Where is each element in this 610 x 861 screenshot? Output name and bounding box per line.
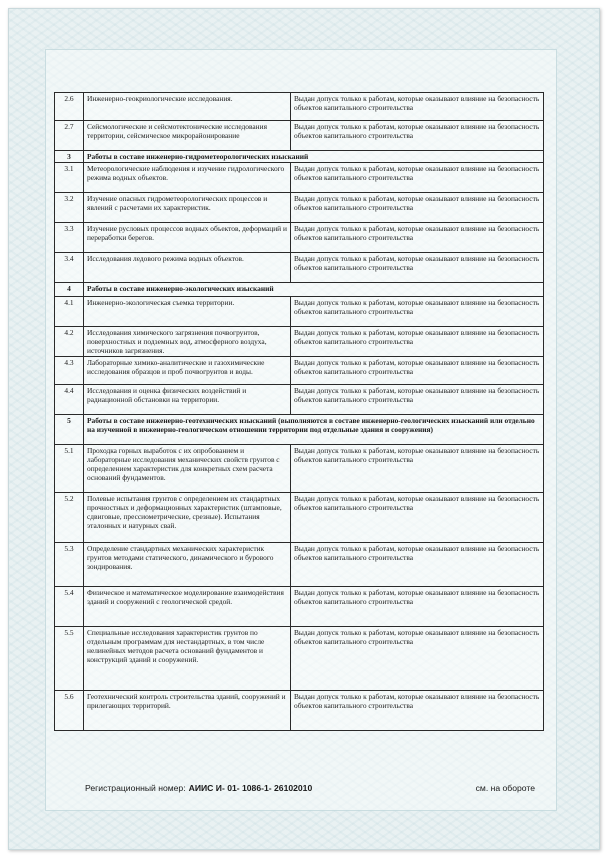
work-type: Геотехнический контроль строительства зданий, сооружений и прилегающих территорий. <box>84 691 291 731</box>
work-type: Изучение опасных гидрометеорологических процессов и явлений с расчетами их характеристик. <box>84 193 291 223</box>
work-type: Инженерно-геокриологические исследования. <box>84 93 291 121</box>
permit-note: Выдан допуск только к работам, которые оказывают влияние на безопасность объектов капитального строительства <box>291 223 544 253</box>
permit-note: Выдан допуск только к работам, которые оказывают влияние на безопасность объектов капитального строительства <box>291 327 544 357</box>
table-row <box>55 223 544 253</box>
row-number: 3.4 <box>55 253 84 283</box>
registration-number: АИИС И- 01- 1086-1- 26102010 <box>188 783 313 793</box>
permit-note: Выдан допуск только к работам, которые оказывают влияние на безопасность объектов капитального строительства <box>291 543 544 587</box>
section-row <box>55 151 544 163</box>
table-row <box>55 121 544 151</box>
row-number: 5.2 <box>55 493 84 543</box>
row-number: 4.4 <box>55 385 84 415</box>
work-type: Определение стандартных механических характеристик грунтов методами статического, динамического и бурового зондирования. <box>84 543 291 587</box>
requirements-table <box>54 92 544 731</box>
table-row <box>55 445 544 493</box>
row-number: 5 <box>55 415 84 445</box>
table-row <box>55 253 544 283</box>
permit-note: Выдан допуск только к работам, которые оказывают влияние на безопасность объектов капитального строительства <box>291 297 544 327</box>
row-number: 2.6 <box>55 93 84 121</box>
table-row <box>55 93 544 121</box>
row-number: 4.1 <box>55 297 84 327</box>
section-title: Работы в составе инженерно-экологических изысканий <box>84 283 544 297</box>
row-number: 4.3 <box>55 357 84 385</box>
row-number: 3.2 <box>55 193 84 223</box>
table-row <box>55 627 544 691</box>
see-reverse-note: см. на обороте <box>475 783 535 793</box>
table-row <box>55 385 544 415</box>
work-type: Метеорологические наблюдения и изучение гидрологического режима водных объектов. <box>84 163 291 193</box>
work-type: Исследования и оценка физических воздействий и радиационной обстановки на территории. <box>84 385 291 415</box>
row-number: 3.1 <box>55 163 84 193</box>
table-row <box>55 193 544 223</box>
permit-note: Выдан допуск только к работам, которые оказывают влияние на безопасность объектов капитального строительства <box>291 691 544 731</box>
table-row <box>55 691 544 731</box>
table-row <box>55 493 544 543</box>
row-number: 2.7 <box>55 121 84 151</box>
row-number: 5.1 <box>55 445 84 493</box>
table-row <box>55 587 544 627</box>
section-row <box>55 415 544 445</box>
permit-note: Выдан допуск только к работам, которые оказывают влияние на безопасность объектов капитального строительства <box>291 253 544 283</box>
table-row <box>55 297 544 327</box>
work-type: Инженерно-экологическая съемка территории. <box>84 297 291 327</box>
row-number: 4 <box>55 283 84 297</box>
permit-note: Выдан допуск только к работам, которые оказывают влияние на безопасность объектов капитального строительства <box>291 121 544 151</box>
permit-note: Выдан допуск только к работам, которые оказывают влияние на безопасность объектов капитального строительства <box>291 587 544 627</box>
row-number: 5.3 <box>55 543 84 587</box>
section-title: Работы в составе инженерно-гидрометеорологических изысканий <box>84 151 544 163</box>
work-type: Лабораторные химико-аналитические и газохимические исследования образцов и проб почвогрунтов и воды. <box>84 357 291 385</box>
registration-label: Регистрационный номер: <box>85 783 186 793</box>
permit-note: Выдан допуск только к работам, которые оказывают влияние на безопасность объектов капитального строительства <box>291 193 544 223</box>
table-row <box>55 543 544 587</box>
section-row <box>55 283 544 297</box>
permit-note: Выдан допуск только к работам, которые оказывают влияние на безопасность объектов капитального строительства <box>291 93 544 121</box>
row-number: 3 <box>55 151 84 163</box>
row-number: 3.3 <box>55 223 84 253</box>
permit-note: Выдан допуск только к работам, которые оказывают влияние на безопасность объектов капитального строительства <box>291 445 544 493</box>
work-type: Изучение русловых процессов водных объектов, деформаций и переработки берегов. <box>84 223 291 253</box>
section-title: Работы в составе инженерно-геотехнических изысканий (выполняются в составе инженерно-геологических изысканий или отдельно на изученной в инженерно-геологическом отношении территории под отдельные здания и сооружения) <box>84 415 544 445</box>
work-type: Полевые испытания грунтов с определением их стандартных прочностных и деформационных характеристик (штамповые, сдвиговые, прессиометрические, срезные). Испытания эталонных и натурных свай. <box>84 493 291 543</box>
work-type: Исследования ледового режима водных объектов. <box>84 253 291 283</box>
row-number: 5.5 <box>55 627 84 691</box>
work-type: Исследования химического загрязнения почвогрунтов, поверхностных и подземных вод, атмосферного воздуха, источников загрязнения. <box>84 327 291 357</box>
table-row <box>55 163 544 193</box>
row-number: 5.6 <box>55 691 84 731</box>
footer <box>85 783 535 793</box>
work-type: Проходка горных выработок с их опробованием и лабораторные исследования механических свойств грунтов с определением характеристик для конкретных схем расчета оснований фундаментов. <box>84 445 291 493</box>
work-type: Физическое и математическое моделирование взаимодействия зданий и сооружений с геологической средой. <box>84 587 291 627</box>
permit-note: Выдан допуск только к работам, которые оказывают влияние на безопасность объектов капитального строительства <box>291 385 544 415</box>
table-row <box>55 327 544 357</box>
permit-note: Выдан допуск только к работам, которые оказывают влияние на безопасность объектов капитального строительства <box>291 493 544 543</box>
permit-note: Выдан допуск только к работам, которые оказывают влияние на безопасность объектов капитального строительства <box>291 357 544 385</box>
work-type: Сейсмологические и сейсмотектонические исследования территории, сейсмическое микрорайонирование <box>84 121 291 151</box>
row-number: 4.2 <box>55 327 84 357</box>
work-type: Специальные исследования характеристик грунтов по отдельным программам для нестандартных, в том числе нелинейных методов расчета оснований фундаментов и конструкций зданий и сооружений. <box>84 627 291 691</box>
permit-note: Выдан допуск только к работам, которые оказывают влияние на безопасность объектов капитального строительства <box>291 163 544 193</box>
table-row <box>55 357 544 385</box>
permit-note: Выдан допуск только к работам, которые оказывают влияние на безопасность объектов капитального строительства <box>291 627 544 691</box>
row-number: 5.4 <box>55 587 84 627</box>
